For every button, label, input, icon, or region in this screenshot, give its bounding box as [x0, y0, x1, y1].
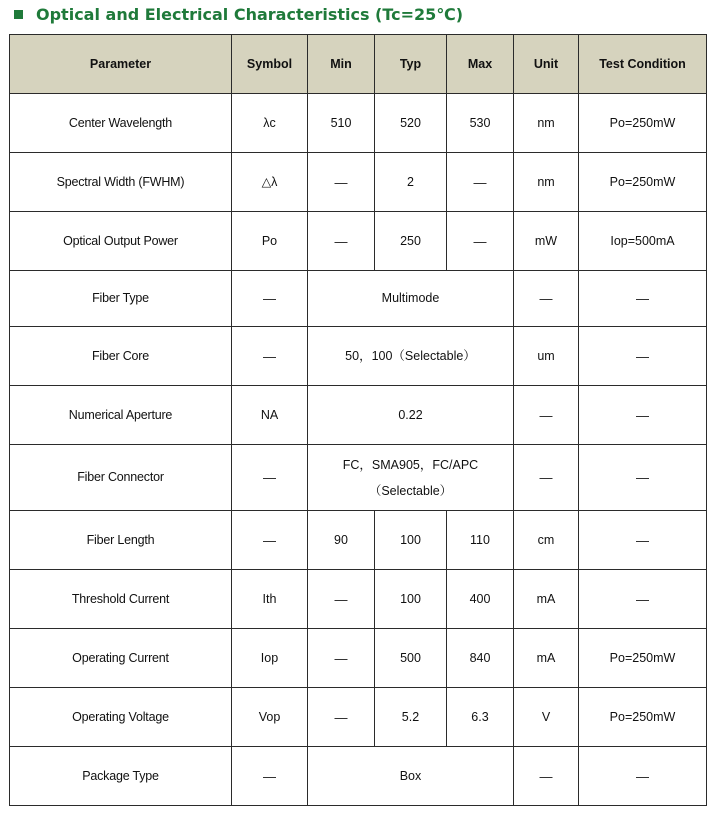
table-row — [10, 629, 707, 688]
cell-max: 6.3 — [447, 688, 514, 747]
cell-max: 840 — [447, 629, 514, 688]
table-row — [10, 688, 707, 747]
cell-unit: um — [514, 327, 579, 386]
cell-parameter: Spectral Width (FWHM) — [10, 153, 232, 212]
cell-symbol: Vop — [232, 688, 308, 747]
cell-symbol: — — [232, 271, 308, 327]
table-row — [10, 327, 707, 386]
cell-parameter: Numerical Aperture — [10, 386, 232, 445]
cell-min: — — [308, 212, 375, 271]
cell-max: 110 — [447, 511, 514, 570]
cell-symbol: Ith — [232, 570, 308, 629]
section-title: Optical and Electrical Characteristics (Tc=25℃) — [36, 4, 463, 24]
cell-max: — — [447, 153, 514, 212]
cell-condition: — — [579, 511, 707, 570]
cell-condition: Po=250mW — [579, 153, 707, 212]
header-symbol: Symbol — [232, 35, 308, 94]
table-row — [10, 747, 707, 806]
cell-parameter: Fiber Type — [10, 271, 232, 327]
cell-value: Box — [308, 747, 514, 806]
cell-symbol: △λ — [232, 153, 308, 212]
cell-unit: — — [514, 271, 579, 327]
table-row — [10, 445, 707, 511]
cell-unit: — — [514, 747, 579, 806]
cell-min: — — [308, 688, 375, 747]
cell-value — [308, 445, 514, 511]
header-unit: Unit — [514, 35, 579, 94]
cell-typ: 520 — [375, 94, 447, 153]
table-row — [10, 153, 707, 212]
cell-symbol: — — [232, 511, 308, 570]
cell-typ: 500 — [375, 629, 447, 688]
cell-min: 510 — [308, 94, 375, 153]
cell-max: 400 — [447, 570, 514, 629]
table-row — [10, 386, 707, 445]
cell-parameter: Fiber Length — [10, 511, 232, 570]
cell-parameter: Threshold Current — [10, 570, 232, 629]
characteristics-table — [9, 34, 707, 806]
cell-unit: — — [514, 445, 579, 511]
cell-unit: cm — [514, 511, 579, 570]
cell-value: 50，100（Selectable） — [308, 327, 514, 386]
cell-max: — — [447, 212, 514, 271]
cell-symbol: λc — [232, 94, 308, 153]
cell-min: — — [308, 570, 375, 629]
cell-parameter: Optical Output Power — [10, 212, 232, 271]
cell-unit: mA — [514, 629, 579, 688]
header-max: Max — [447, 35, 514, 94]
header-min: Min — [308, 35, 375, 94]
table-row — [10, 570, 707, 629]
cell-symbol: Iop — [232, 629, 308, 688]
cell-symbol: NA — [232, 386, 308, 445]
table-header-row — [10, 35, 707, 94]
cell-typ: 250 — [375, 212, 447, 271]
cell-condition: — — [579, 327, 707, 386]
table-row — [10, 511, 707, 570]
cell-parameter: Fiber Connector — [10, 445, 232, 511]
cell-typ: 100 — [375, 511, 447, 570]
cell-parameter: Center Wavelength — [10, 94, 232, 153]
cell-typ: 5.2 — [375, 688, 447, 747]
header-typ: Typ — [375, 35, 447, 94]
table-row — [10, 271, 707, 327]
cell-typ: 2 — [375, 153, 447, 212]
cell-parameter: Operating Voltage — [10, 688, 232, 747]
cell-min: — — [308, 153, 375, 212]
square-bullet-icon — [14, 10, 23, 19]
cell-condition: — — [579, 386, 707, 445]
cell-max: 530 — [447, 94, 514, 153]
header-parameter: Parameter — [10, 35, 232, 94]
cell-unit: V — [514, 688, 579, 747]
cell-min: 90 — [308, 511, 375, 570]
cell-unit: mA — [514, 570, 579, 629]
cell-parameter: Operating Current — [10, 629, 232, 688]
cell-value: Multimode — [308, 271, 514, 327]
cell-unit: mW — [514, 212, 579, 271]
cell-condition: Po=250mW — [579, 629, 707, 688]
cell-min: — — [308, 629, 375, 688]
cell-condition: Iop=500mA — [579, 212, 707, 271]
cell-condition: — — [579, 570, 707, 629]
header-test-condition: Test Condition — [579, 35, 707, 94]
section-heading — [14, 3, 463, 25]
cell-parameter: Package Type — [10, 747, 232, 806]
cell-symbol: — — [232, 747, 308, 806]
cell-unit: nm — [514, 153, 579, 212]
table-row — [10, 94, 707, 153]
cell-condition: — — [579, 747, 707, 806]
cell-symbol: — — [232, 327, 308, 386]
cell-parameter: Fiber Core — [10, 327, 232, 386]
cell-unit: nm — [514, 94, 579, 153]
cell-condition: Po=250mW — [579, 688, 707, 747]
cell-value: 0.22 — [308, 386, 514, 445]
cell-condition: — — [579, 445, 707, 511]
cell-condition: — — [579, 271, 707, 327]
cell-condition: Po=250mW — [579, 94, 707, 153]
cell-symbol: — — [232, 445, 308, 511]
cell-unit: — — [514, 386, 579, 445]
cell-symbol: Po — [232, 212, 308, 271]
cell-value-line: （Selectable） — [368, 483, 453, 498]
cell-value-line: FC，SMA905，FC/APC — [342, 457, 479, 472]
table-row — [10, 212, 707, 271]
cell-typ: 100 — [375, 570, 447, 629]
